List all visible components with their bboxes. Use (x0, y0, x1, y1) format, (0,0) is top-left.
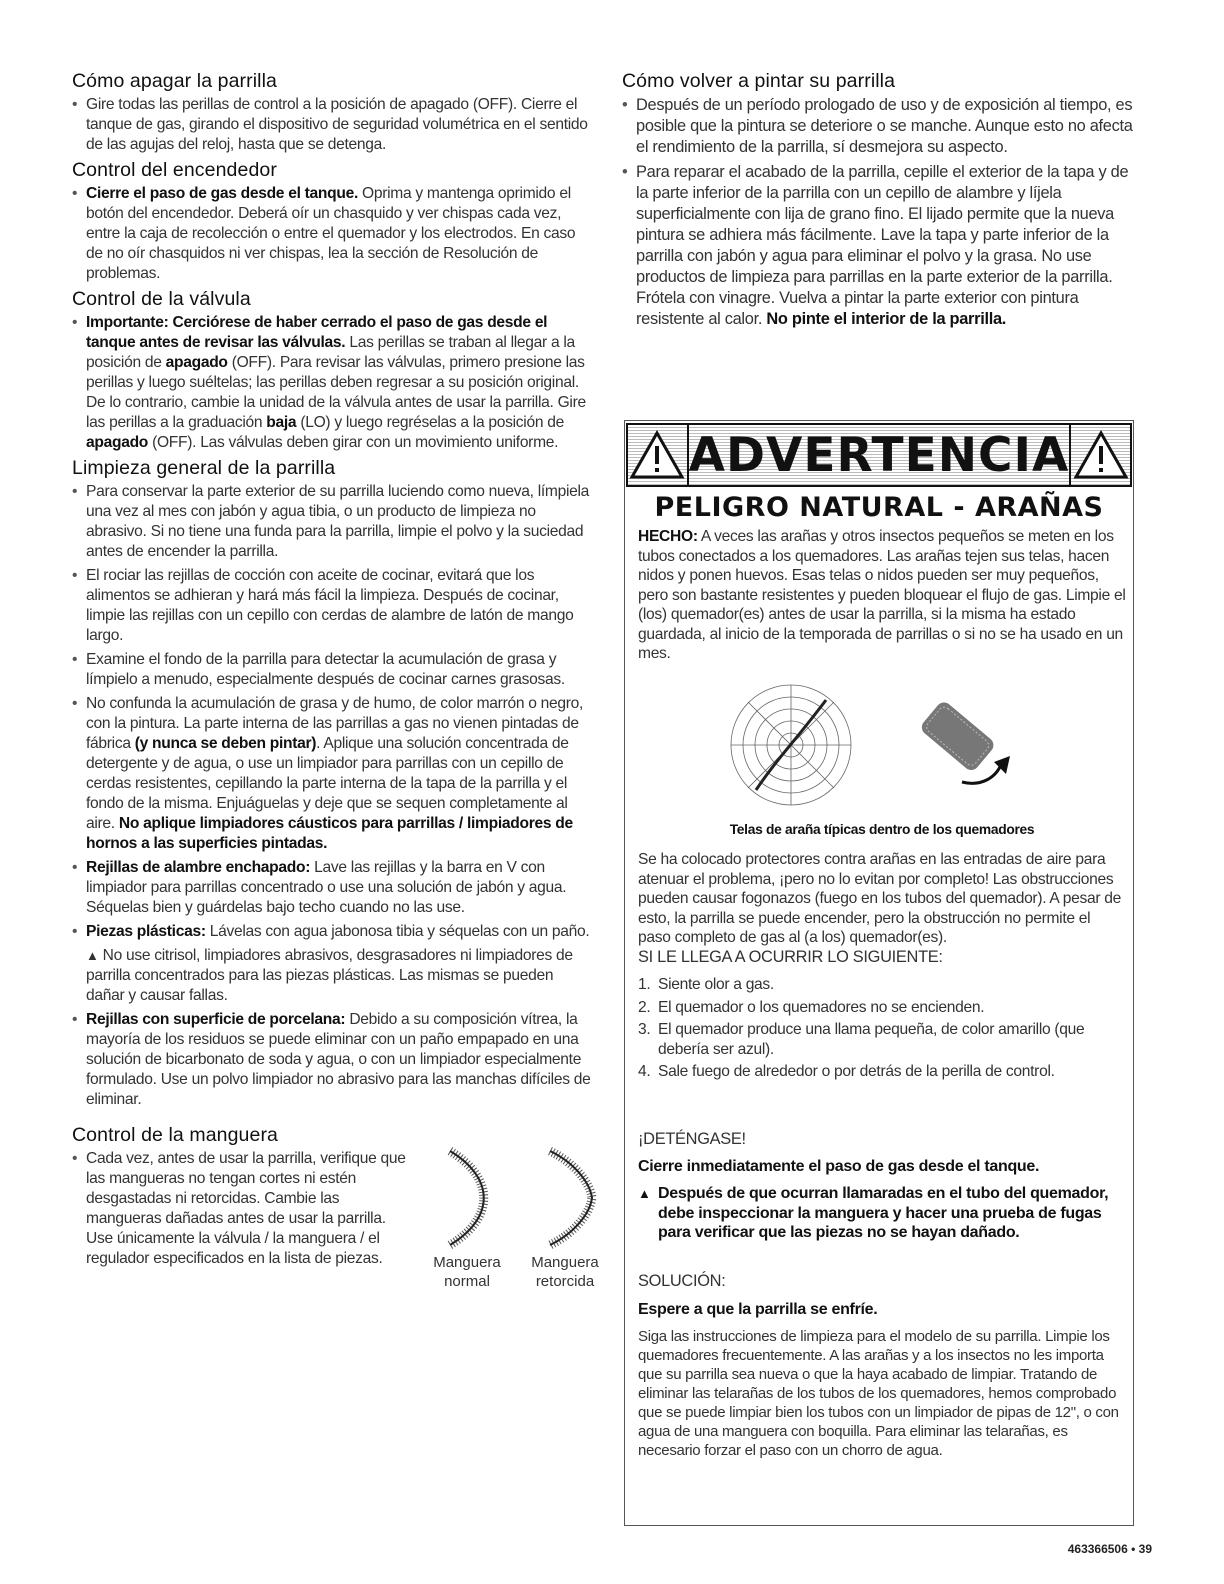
despues-text (638, 1184, 1126, 1243)
valvula-t2: (OFF). Para revisar las válvulas, primero presione las perillas y luego suéltelas; las perillas deben regresar a su posición original. De lo contrario, cambie la unidad de la válvula antes de usar la parrilla. Gire las perillas a la graduación (86, 354, 586, 431)
list-item (638, 998, 1126, 1018)
right-column (622, 70, 1134, 334)
valvula-b3: apagado (86, 434, 149, 451)
limpieza-p4b: (y nunca se deben pintar) (134, 735, 317, 752)
pintar-p2 (622, 162, 1134, 330)
figure-caption: Telas de araña típicas dentro de los quemadores (729, 822, 1035, 837)
detengase: ¡DETÉNGASE! (638, 1130, 746, 1148)
valvula-bold: Importante: Cerciórese de haber cerrado el paso de gas desde el tanque antes de revisar las válvulas. (86, 314, 548, 351)
section-title-manguera: Control de la manguera (72, 1124, 278, 1146)
list-num: 1. (638, 976, 651, 993)
limpieza-p3: • Examine el fondo de la parrilla para detectar la acumulación de grasa y límpielo a menudo, especialmente después de cocinar carnes grasosas. (72, 650, 592, 690)
normal-hose-label-2: normal (444, 1273, 490, 1290)
warning-p2: Se ha colocado protectores contra arañas en las entradas de aire para atenuar el problema, ¡pero no lo evitan por completo! Las obstrucciones pueden causar fogonazos (fuego en los tubos del quemador). A pesar de esto, la parrilla se puede encender, pero la obstrucción no permite el paso completo de gas al (a los) quemador(es). (638, 851, 1121, 946)
limpieza-p1: • Para conservar la parte exterior de su parrilla luciendo como nueva, límpiela una vez al mes con jabón y agua tibia, o un producto de limpieza no abrasivo. Si no tiene una funda para la parrilla, limpie el polvo y la suciedad antes de encender la parrilla. (72, 482, 592, 562)
limpieza-p6b: Lávelas con agua jabonosa tibia y séquelas con un paño. (205, 923, 590, 940)
warning-triangle-left-icon (626, 423, 689, 487)
kinked-hose-label (520, 1253, 610, 1291)
warning-triangle-right-icon (1069, 423, 1132, 487)
valvula-t4: (OFF). Las válvulas deben girar con un movimiento uniforme. (148, 434, 559, 451)
espere-text: Espere a que la parrilla se enfríe. (638, 1301, 878, 1318)
list-item (638, 1062, 1126, 1082)
section-title-encendedor: Control del encendedor (72, 159, 277, 181)
section-title-valvula: Control de la válvula (72, 288, 251, 310)
list-item (638, 975, 1126, 995)
pintar-p2-text: Para reparar el acabado de la parrilla, cepille el exterior de la tapa y de la parte inferior de la parrilla con un cepillo de alambre y líjela superficialmente con lija de grano fino. El lijado permite que la nueva pintura se adhiera más fácilmente. Lave la tapa y parte inferior de la parrilla con jabón y agua para eliminar el polvo y la grasa. No use productos de limpieza para parrillas en la parte exterior de la parrilla. Frótela con vinagre. Vuelva a pintar la parte exterior con pintura resistente al calor. (636, 163, 1129, 328)
normal-hose-icon (440, 1143, 510, 1253)
kinked-hose-label-1: Manguera (531, 1254, 599, 1271)
hecho-label: HECHO: (638, 528, 698, 545)
hecho-text: A veces las arañas y otros insectos pequeños se meten en los tubos conectados a los quemadores. Las arañas tejen sus telas, hacen nidos y ponen huevos. Esas telas o nidos pueden ser muy pequeños, pero son bastante resistentes y pueden bloquear el flujo de gas. Limpie el (los) quemador(es) antes de usar la parrilla, si la misma ha estado guardada, al inicio de la temporada de parrillas o si no se ha usado en un mes. (638, 528, 1126, 662)
si-title: SI LE LLEGA A OCURRIR LO SIGUIENTE: (638, 948, 943, 966)
list-text: Sale fuego de alrededor o por detrás de la perilla de control. (658, 1063, 1055, 1080)
encendedor-text (72, 184, 592, 284)
list-num: 4. (638, 1063, 651, 1080)
limpieza-p5a: Rejillas de alambre enchapado: (86, 859, 311, 876)
limpieza-p2: • El rociar las rejillas de cocción con aceite de cocinar, evitará que los alimentos se adhieran y hará más fácil la limpieza. Después de cocinar, limpie las rejillas con un cepillo con cerdas de alambre de latón de mango largo. (72, 566, 592, 646)
limpieza-p5 (72, 858, 592, 918)
valvula-t1: Las perillas se traban al llegar a la posición de (86, 334, 575, 371)
left-column (72, 70, 599, 1290)
warning-subtitle: PELIGRO NATURAL - ARAÑAS (654, 492, 1104, 523)
normal-hose-label-1: Manguera (433, 1254, 501, 1271)
pintar-p1: • Después de un período prologado de uso y de exposición al tiempo, es posible que la pintura se deteriore o se manche. Aunque esto no afecta el rendimiento de la parrilla, sí desmejora su aspecto. (622, 95, 1134, 158)
valvula-b1: apagado (165, 354, 228, 371)
limpieza-p6 (72, 922, 592, 942)
list-item (638, 1020, 1126, 1059)
limpieza-p5b: Lave las rejillas y la barra en V con limpiador para parrillas concentrado o use una solución de jabón y agua. Séquelas bien y guárdelas bajo techo cuando no las use. (86, 859, 567, 916)
warning-triangle-icon: ▲ (86, 948, 99, 963)
kinked-hose-label-2: retorcida (535, 1273, 595, 1290)
list-num: 2. (638, 998, 651, 1016)
solucion-title: SOLUCIÓN: (638, 1272, 726, 1290)
list-num: 3. (638, 1021, 651, 1038)
list-text: El quemador produce una llama pequeña, de color amarillo (que debería ser azul). (658, 1021, 1085, 1058)
limpieza-p8a: Rejillas con superficie de porcelana: (86, 1011, 346, 1028)
valvula-text (72, 313, 592, 453)
page-footer: 463366506 • 39 (1067, 1542, 1152, 1556)
limpieza-p7-text: No use citrisol, limpiadores abrasivos, desgrasadores ni limpiadores de parrilla concentrados para las piezas plásticas. Las mismas se pueden dañar y causar fallas. (86, 947, 573, 1004)
spider-web-icon (726, 680, 856, 810)
limpieza-p7 (72, 946, 592, 1006)
section-title-apagar: Cómo apagar la parrilla (72, 70, 277, 92)
warning-banner-text: ADVERTENCIA (689, 423, 1070, 487)
manguera-text: • Cada vez, antes de usar la parrilla, verifique que las mangueras no tengan cortes ni estén desgastadas ni retorcidas. Cambie las mangueras dañadas antes de usar la parrilla. Use únicamente la válvula / la manguera / el regulador especificados en la lista de piezas. (72, 1149, 416, 1269)
warning-list (638, 975, 1126, 1085)
limpieza-p4 (72, 694, 592, 854)
despues-body: Después de que ocurran llamaradas en el tubo del quemador, debe inspeccionar la manguera y hacer una prueba de fugas para verificar que las piezas no se hayan dañado. (658, 1185, 1109, 1241)
valvula-b2: baja (266, 414, 297, 431)
limpieza-p8b: Debido a su composición vítrea, la mayoría de los residuos se puede eliminar con un paño empapado en una solución de bicarbonato de soda y agua, o con un limpiador especialmente formulado. Use un polvo limpiador no abrasivo para las manchas difíciles de eliminar. (86, 1011, 591, 1108)
warning-hecho (638, 527, 1126, 664)
limpieza-p8 (72, 1010, 592, 1110)
section-title-pintar: Cómo volver a pintar su parrilla (622, 70, 896, 92)
section-title-limpieza: Limpieza general de la parrilla (72, 457, 336, 479)
limpieza-p4a: No confunda la acumulación de grasa y de humo, de color marrón o negro, con la pintura. La parte interna de las parrillas a gas no vienen pintadas de fábrica (86, 695, 584, 752)
normal-hose-label (422, 1253, 512, 1291)
warning-banner (626, 423, 1132, 487)
valvula-t3: (LO) y luego regréselas a la posición de (296, 414, 564, 431)
limpieza-p6a: Piezas plásticas: (86, 923, 206, 940)
warning-triangle-icon: ▲ (638, 1186, 651, 1201)
encendedor-bold: Cierre el paso de gas desde el tanque. (86, 185, 358, 202)
pintar-p3: No pinte el interior de la parrilla. (766, 310, 1007, 328)
limpieza-p4c: . Aplique una solución concentrada de detergente y de agua, o use un limpiador para parrillas con un cepillo de cerdas resistentes, cepillando la parte interna de la tapa de la parrilla y el fondo de la misma. Enjuáguelas y deje que se sequen completamente al aire. (86, 735, 569, 832)
burner-tube-icon (902, 682, 1012, 792)
final-text: Siga las instrucciones de limpieza para el modelo de su parrilla. Limpie los quemadores frecuentemente. A las arañas y a los insectos no les importa que su parrilla sea nueva o que la haya acabado de limpiar. Tratando de eliminar las telarañas de los tubos de los quemadores, hemos comprobado que se puede limpiar bien los tubos con un limpiador de pipas de 12", o con agua de una manguera con boquilla. Para eliminar las telarañas, es necesario forzar el paso con un chorro de agua. (638, 1328, 1119, 1459)
apagar-text: • Gire todas las perillas de control a la posición de apagado (OFF). Cierre el tanque de gas, girando el dispositivo de seguridad volumétrica en el sentido de las agujas del reloj, hasta que se detenga. (72, 95, 592, 155)
manguera-block (72, 1149, 599, 1290)
limpieza-p4d: No aplique limpiadores cáusticos para parrillas / limpiadores de hornos a las superficies pintadas. (86, 815, 573, 852)
encendedor-body: Oprima y mantenga oprimido el botón del encendedor. Deberá oír un chasquido y ver chispas cada vez, entre la caja de recolección o entre el quemador y los electrodos. En caso de no oír chasquidos ni ver chispas, lea la sección de Resolución de problemas. (86, 185, 576, 282)
steps-list (638, 975, 1126, 1082)
list-text: El quemador o los quemadores no se encienden. (658, 998, 985, 1016)
cierre-text: Cierre inmediatamente el paso de gas desde el tanque. (638, 1158, 1040, 1175)
list-text: Siente olor a gas. (658, 976, 774, 993)
kinked-hose-icon (540, 1143, 610, 1253)
